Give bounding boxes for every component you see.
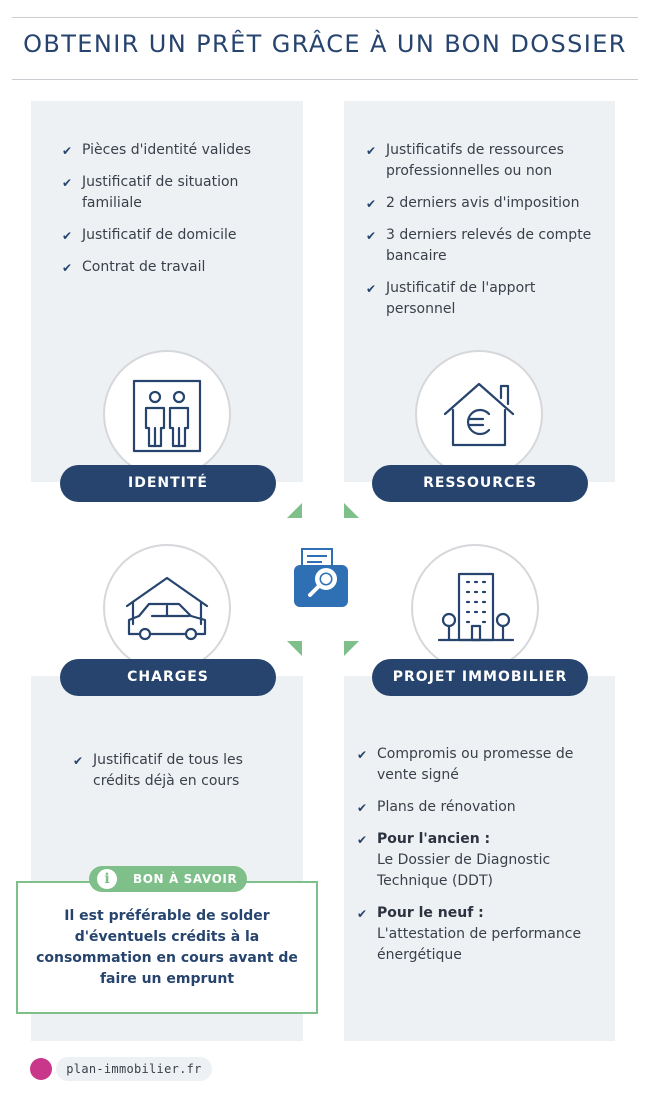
check-icon: ✔ [73,754,84,768]
projet-list [357,744,607,977]
identite-list [62,140,292,289]
check-icon: ✔ [357,801,368,815]
center-icon-wrapper [286,545,352,616]
check-icon: ✔ [357,907,368,921]
charges-circle [103,544,231,672]
check-icon: ✔ [62,144,73,158]
bon-a-savoir-label: BON À SAVOIR [133,872,238,886]
charges-list [73,750,273,803]
check-icon: ✔ [62,229,73,243]
identite-label: IDENTITÉ [60,465,276,502]
list-item: ✔ Justificatif de domicile [62,225,292,246]
ressources-label: RESSOURCES [372,465,588,502]
identite-circle [103,350,231,478]
projet-label: PROJET IMMOBILIER [372,659,588,696]
check-icon: ✔ [366,144,377,158]
top-rule [12,17,638,18]
check-icon: ✔ [357,833,368,847]
check-icon: ✔ [366,229,377,243]
folder-search-icon [286,545,352,611]
arrow-corner-icon [344,503,359,518]
list-item: ✔ Compromis ou promesse de vente signé [357,746,574,783]
list-item: ✔ Pour le neuf : L'attestation de performance énergétique [357,905,582,963]
list-item: ✔ Justificatif de l'apport personnel [366,280,536,317]
brand-logo-dot [30,1058,52,1080]
check-icon: ✔ [366,197,377,211]
arrow-corner-icon [287,503,302,518]
check-icon: ✔ [357,748,368,762]
garage-car-icon [105,546,229,670]
list-item: ✔ Justificatif de tous les crédits déjà en cours [73,752,243,789]
arrow-corner-icon [344,641,359,656]
list-item: ✔ Justificatifs de ressources professionnelles ou non [366,142,564,179]
info-icon: i [97,869,117,889]
check-icon: ✔ [62,176,73,190]
people-icon [105,352,229,476]
list-item: ✔ Contrat de travail [62,257,292,278]
ressources-circle [415,350,543,478]
check-icon: ✔ [366,282,377,296]
check-icon: ✔ [62,261,73,275]
list-item: ✔ Justificatif de situation familiale [62,174,239,211]
title-rule [12,79,638,80]
arrow-corner-icon [287,641,302,656]
bon-a-savoir-badge [89,866,247,892]
page-title: OBTENIR UN PRÊT GRÂCE À UN BON DOSSIER [23,30,627,58]
charges-label: CHARGES [60,659,276,696]
list-item: ✔ Pièces d'identité valides [62,140,292,161]
bon-a-savoir-text: Il est préférable de solder d'éventuels crédits à la consommation en cours avant de faire un emprunt [36,908,298,987]
list-item: ✔ Pour l'ancien : Le Dossier de Diagnostic Technique (DDT) [357,831,551,889]
list-item: ✔ 2 derniers avis d'imposition [366,193,606,214]
ressources-list [366,140,606,331]
footer-site-link[interactable]: plan-immobilier.fr [56,1057,212,1081]
house-euro-icon [417,352,541,476]
projet-circle [411,544,539,672]
list-item: ✔ Plans de rénovation [357,797,607,818]
building-icon [413,546,537,670]
list-item: ✔ 3 derniers relevés de compte bancaire [366,227,592,264]
